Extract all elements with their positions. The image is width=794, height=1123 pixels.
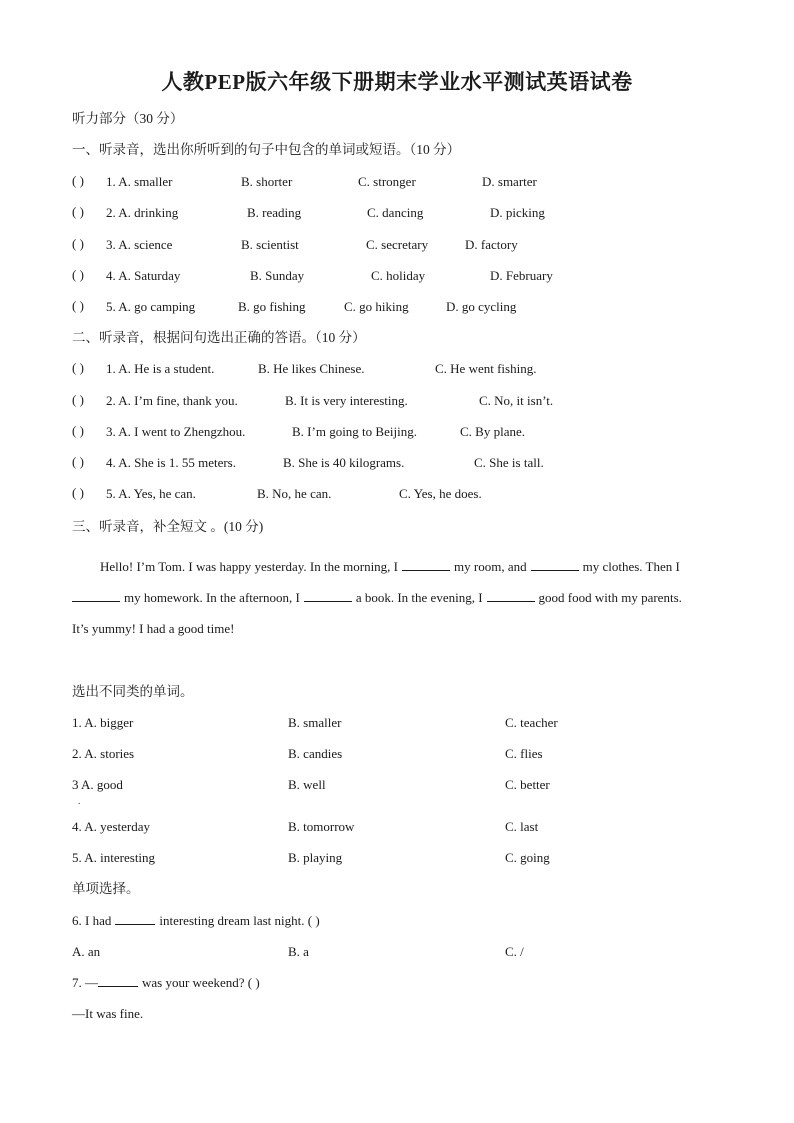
fill-blank[interactable] (115, 912, 155, 925)
passage-text: my homework. In the afternoon, I (124, 590, 300, 605)
option-c: C. last (505, 819, 539, 834)
option-a: 1. A. bigger (72, 715, 134, 730)
passage-text: my clothes. Then I (582, 559, 680, 574)
question-6 (72, 912, 320, 930)
option-c: C. She is tall. (474, 455, 544, 470)
option-b: B. I’m going to Beijing. (292, 424, 417, 439)
option-b: B. go fishing (238, 299, 306, 314)
answer-paren[interactable]: ( ) (72, 360, 84, 375)
option-d: D. February (490, 268, 553, 283)
section3-heading: 三、听录音，补全短文 。(10 分) (72, 519, 264, 534)
passage-text: my room, and (454, 559, 527, 574)
option-b: B. smaller (288, 715, 342, 730)
option-b: B. Sunday (250, 268, 305, 283)
option-c: C. going (505, 850, 550, 865)
option-a: 1. A. He is a student. (106, 361, 215, 376)
option-a: 2. A. drinking (106, 205, 179, 220)
answer-paren[interactable]: ( ) (72, 298, 84, 313)
passage-line-1 (72, 558, 722, 576)
option-c: C. By plane. (460, 424, 525, 439)
fill-blank[interactable] (72, 589, 120, 602)
passage-text: Hello! I’m Tom. I was happy yesterday. In the morning, I (100, 559, 399, 574)
listening-header: 听力部分（30 分） (72, 111, 184, 126)
answer-paren[interactable]: ( ) (72, 392, 84, 407)
option-b: B. a (288, 944, 309, 959)
option-b: B. candies (288, 746, 343, 761)
option-d: D. go cycling (446, 299, 517, 314)
option-b: B. scientist (241, 237, 299, 252)
option-c: C. No, it isn’t. (479, 393, 554, 408)
answer-paren[interactable]: ( ) (72, 423, 84, 438)
option-c: C. flies (505, 746, 543, 761)
option-a: 3 A. good (72, 777, 123, 792)
option-c: C. secretary (366, 237, 429, 252)
option-a: 3. A. science (106, 237, 173, 252)
option-d: D. factory (465, 237, 518, 252)
option-a: 4. A. yesterday (72, 819, 150, 834)
question-7 (72, 974, 260, 992)
answer-paren[interactable]: ( ) (72, 267, 84, 282)
section5-heading: 单项选择。 (72, 881, 140, 896)
option-d: D. picking (490, 205, 545, 220)
answer-paren[interactable]: ( ) (72, 485, 84, 500)
section1-heading: 一、听录音，选出你所听到的句子中包含的单词或短语。（10 分） (72, 142, 461, 157)
option-b: B. playing (288, 850, 343, 865)
passage-line-3: It’s yummy! I had a good time! (72, 621, 235, 636)
option-b: B. He likes Chinese. (258, 361, 365, 376)
option-a: 1. A. smaller (106, 174, 173, 189)
option-a: 2. A. I’m fine, thank you. (106, 393, 238, 408)
option-a: 4. A. Saturday (106, 268, 181, 283)
option-a: A. an (72, 944, 101, 959)
option-c: C. dancing (367, 205, 424, 220)
question-text: was your weekend? ( ) (142, 975, 260, 990)
option-b: B. shorter (241, 174, 293, 189)
answer-paren[interactable]: ( ) (72, 454, 84, 469)
answer-paren[interactable]: ( ) (72, 236, 84, 251)
option-b: B. well (288, 777, 326, 792)
option-a: 5. A. Yes, he can. (106, 486, 196, 501)
option-b: B. reading (247, 205, 302, 220)
fill-blank[interactable] (402, 558, 450, 571)
option-a: 2. A. stories (72, 746, 135, 761)
option-b: B. tomorrow (288, 819, 355, 834)
question-text: interesting dream last night. ( ) (159, 913, 320, 928)
question-7-answer: —It was fine. (72, 1006, 144, 1021)
section2-heading: 二、听录音，根据问句选出正确的答语。（10 分） (72, 330, 366, 345)
stray-dot: . (78, 796, 81, 806)
fill-blank[interactable] (98, 974, 138, 987)
option-b: B. No, he can. (257, 486, 332, 501)
passage-text: good food with my parents. (538, 590, 682, 605)
option-c: C. Yes, he does. (399, 486, 482, 501)
option-d: D. smarter (482, 174, 537, 189)
question-text: 7. — (72, 975, 98, 990)
option-c: C. / (505, 944, 524, 959)
option-b: B. She is 40 kilograms. (283, 455, 405, 470)
option-b: B. It is very interesting. (285, 393, 408, 408)
question-text: 6. I had (72, 913, 112, 928)
option-c: C. teacher (505, 715, 558, 730)
option-c: C. He went fishing. (435, 361, 537, 376)
option-a: 5. A. interesting (72, 850, 156, 865)
option-c: C. holiday (371, 268, 426, 283)
option-a: 3. A. I went to Zhengzhou. (106, 424, 246, 439)
section4-heading: 选出不同类的单词。 (72, 684, 194, 699)
fill-blank[interactable] (531, 558, 579, 571)
option-a: 5. A. go camping (106, 299, 196, 314)
answer-paren[interactable]: ( ) (72, 204, 84, 219)
option-a: 4. A. She is 1. 55 meters. (106, 455, 236, 470)
passage-text: a book. In the evening, I (355, 590, 483, 605)
fill-blank[interactable] (304, 589, 352, 602)
passage-line-2 (72, 589, 722, 607)
page-title: 人教PEP版六年级下册期末学业水平测试英语试卷 (161, 70, 633, 94)
option-c: C. go hiking (344, 299, 409, 314)
fill-blank[interactable] (487, 589, 535, 602)
option-c: C. better (505, 777, 550, 792)
option-c: C. stronger (358, 174, 416, 189)
answer-paren[interactable]: ( ) (72, 173, 84, 188)
